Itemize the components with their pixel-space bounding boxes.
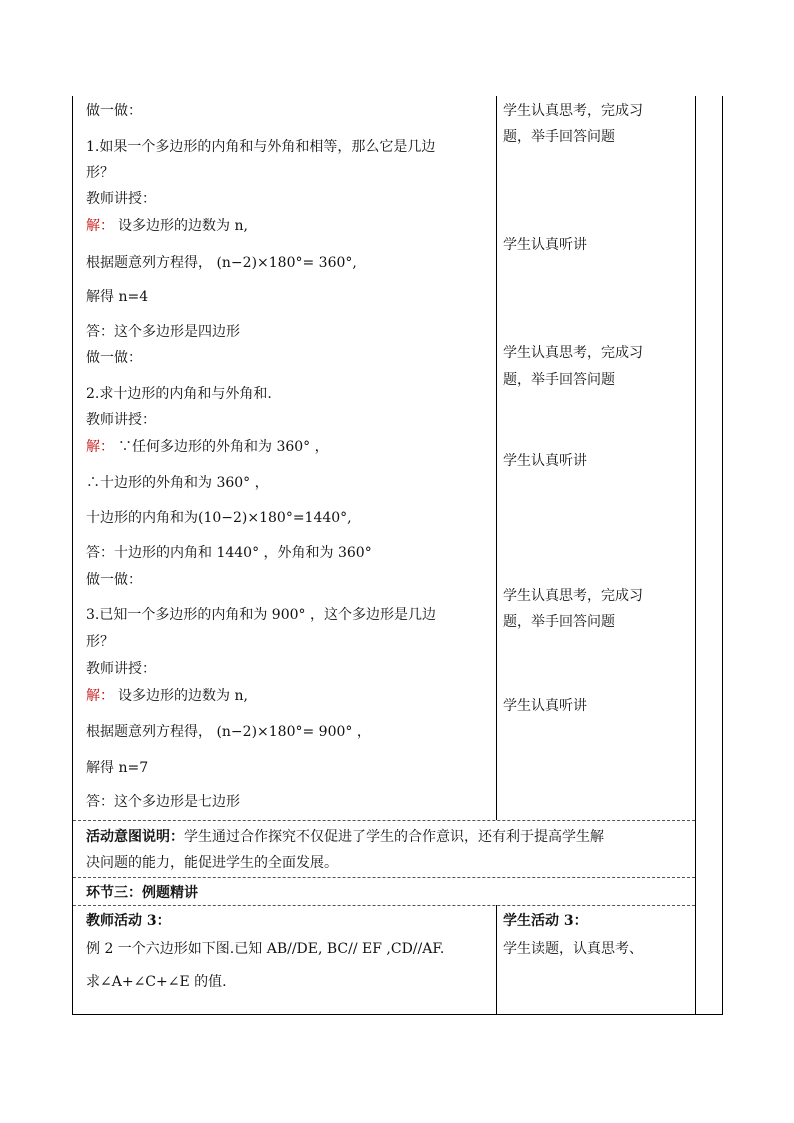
student-activity3-label: 学生活动 3： bbox=[503, 913, 588, 929]
student-response-2c: 学生认真听讲 bbox=[503, 453, 587, 469]
part1-solution-line1: 设多边形的边数为 n, bbox=[118, 218, 248, 234]
student-response-2a: 学生认真思考，完成习 bbox=[503, 345, 643, 361]
part1-solution-line3: 解得 n=4 bbox=[86, 289, 149, 305]
part3-answer: 答：这个多边形是七边形 bbox=[86, 794, 240, 810]
table-bottom-border bbox=[72, 1014, 723, 1015]
part3-teacher-label: 教师讲授： bbox=[86, 661, 156, 677]
section3-title: 环节三：例题精讲 bbox=[86, 885, 198, 901]
intent-text1: 学生通过合作探究不仅促进了学生的合作意识，还有利于提高学生解 bbox=[184, 829, 604, 845]
part3-question-line2: 形？ bbox=[86, 634, 114, 650]
part1-solution-line2: 根据题意列方程得， (n−2)×180°= 360°, bbox=[86, 255, 357, 271]
example2-line2: 求∠A+∠C+∠E 的值. bbox=[86, 974, 227, 990]
part2-solution-line1: ∵任何多边形的外角和为 360° ， bbox=[118, 439, 329, 455]
part3-heading: 做一做： bbox=[86, 572, 142, 588]
part3-solution-line1: 设多边形的边数为 n, bbox=[118, 688, 248, 704]
part2-answer: 答：十边形的内角和 1440° ，外角和为 360° bbox=[86, 545, 372, 561]
intent-line1 bbox=[86, 828, 604, 846]
column-divider-bottom bbox=[496, 905, 497, 1015]
part1-question-line2: 形？ bbox=[86, 165, 114, 181]
part1-heading: 做一做： bbox=[86, 103, 142, 119]
part1-teacher-label: 教师讲授： bbox=[86, 191, 156, 207]
student-response-3a: 学生认真思考，完成习 bbox=[503, 588, 643, 604]
student-response-2b: 题，举手回答问题 bbox=[503, 372, 615, 388]
part3-solution-label: 解： bbox=[86, 688, 114, 704]
part3-solution-line2: 根据题意列方程得， (n−2)×180°= 900° ， bbox=[86, 724, 371, 740]
part2-solution-line2: ∴十边形的外角和为 360° ， bbox=[86, 475, 269, 491]
student-response-1c: 学生认真听讲 bbox=[503, 237, 587, 253]
student-response-1b: 题，举手回答问题 bbox=[503, 129, 615, 145]
intent-line2: 决问题的能力，能促进学生的全面发展。 bbox=[86, 855, 338, 871]
part2-question: 2.求十边形的内角和与外角和. bbox=[86, 386, 272, 402]
student-activity3-line1: 学生读题，认真思考、 bbox=[503, 941, 643, 957]
divider-before-activity3 bbox=[73, 905, 695, 906]
part1-solution-label: 解： bbox=[86, 218, 114, 234]
part2-heading: 做一做： bbox=[86, 350, 142, 366]
inner-right-border bbox=[695, 96, 696, 1015]
part3-question-line1: 3.已知一个多边形的内角和为 900° ，这个多边形是几边 bbox=[86, 607, 436, 623]
part1-answer: 答：这个多边形是四边形 bbox=[86, 324, 240, 340]
teacher-activity3-label: 教师活动 3： bbox=[86, 913, 171, 929]
part3-solution-line3: 解得 n=7 bbox=[86, 760, 149, 776]
student-response-3b: 题，举手回答问题 bbox=[503, 614, 615, 630]
part2-teacher-label: 教师讲授： bbox=[86, 412, 156, 428]
divider-before-intent bbox=[73, 820, 695, 821]
part2-solution-label: 解： bbox=[86, 439, 114, 455]
student-response-1a: 学生认真思考，完成习 bbox=[503, 103, 643, 119]
part2-solution-line3: 十边形的内角和为(10−2)×180°=1440°, bbox=[86, 510, 352, 526]
intent-label: 活动意图说明： bbox=[86, 829, 184, 845]
example2-line1: 例 2 一个六边形如下图.已知 AB//DE, BC// EF ,CD//AF. bbox=[86, 941, 445, 957]
table-right-border bbox=[722, 96, 723, 1015]
part1-question-line1: 1.如果一个多边形的内角和与外角和相等，那么它是几边 bbox=[86, 139, 436, 155]
divider-before-section3 bbox=[73, 877, 695, 878]
column-divider-top bbox=[496, 96, 497, 820]
student-response-3c: 学生认真听讲 bbox=[503, 698, 587, 714]
